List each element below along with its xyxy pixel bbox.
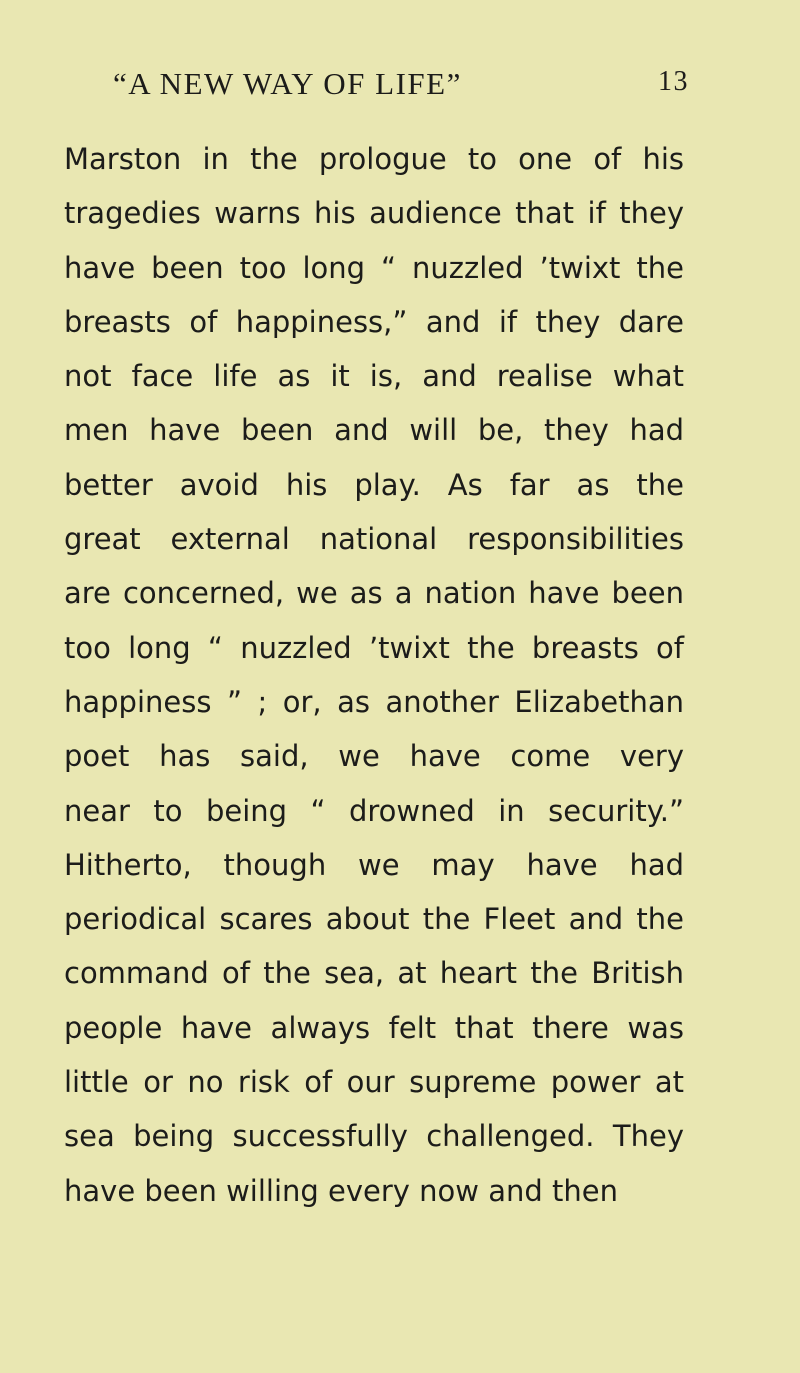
text-line: tragedies warns his audience that if they	[64, 196, 684, 231]
text-line: Marston in the prologue to one of his	[64, 142, 684, 176]
text-line: have been too long “ nuzzled ’twixt the	[64, 250, 684, 285]
body-paragraph	[64, 132, 684, 1218]
text-line: men have been and will be, they had	[64, 413, 684, 448]
text-line: too long “ nuzzled ’twixt the breasts of	[64, 630, 684, 665]
text-line: are concerned, we as a nation have been	[64, 576, 684, 611]
text-line: periodical scares about the Fleet and the	[64, 902, 684, 937]
running-title: “A NEW WAY OF LIFE”	[113, 66, 462, 101]
text-line: better avoid his play. As far as the	[64, 467, 684, 502]
text-line: great external national responsibilities	[64, 522, 684, 557]
text-line: near to being “ drowned in security.”	[64, 793, 684, 828]
running-head	[0, 66, 800, 106]
text-line: people have always felt that there was	[64, 1010, 684, 1045]
text-line: Hitherto, though we may have had	[64, 847, 684, 882]
text-line: sea being successfully challenged. They	[64, 1119, 684, 1154]
text-line: breasts of happiness,” and if they dare	[64, 304, 684, 339]
text-line: happiness ” ; or, as another Elizabethan	[64, 684, 684, 719]
text-line: poet has said, we have come very	[64, 739, 684, 774]
text-line: not face life as it is, and realise what	[64, 359, 684, 394]
text-line: have been willing every now and then	[64, 1173, 618, 1208]
text-line: little or no risk of our supreme power at	[64, 1065, 684, 1100]
text-line: command of the sea, at heart the British	[64, 956, 684, 991]
page-number: 13	[658, 66, 689, 97]
